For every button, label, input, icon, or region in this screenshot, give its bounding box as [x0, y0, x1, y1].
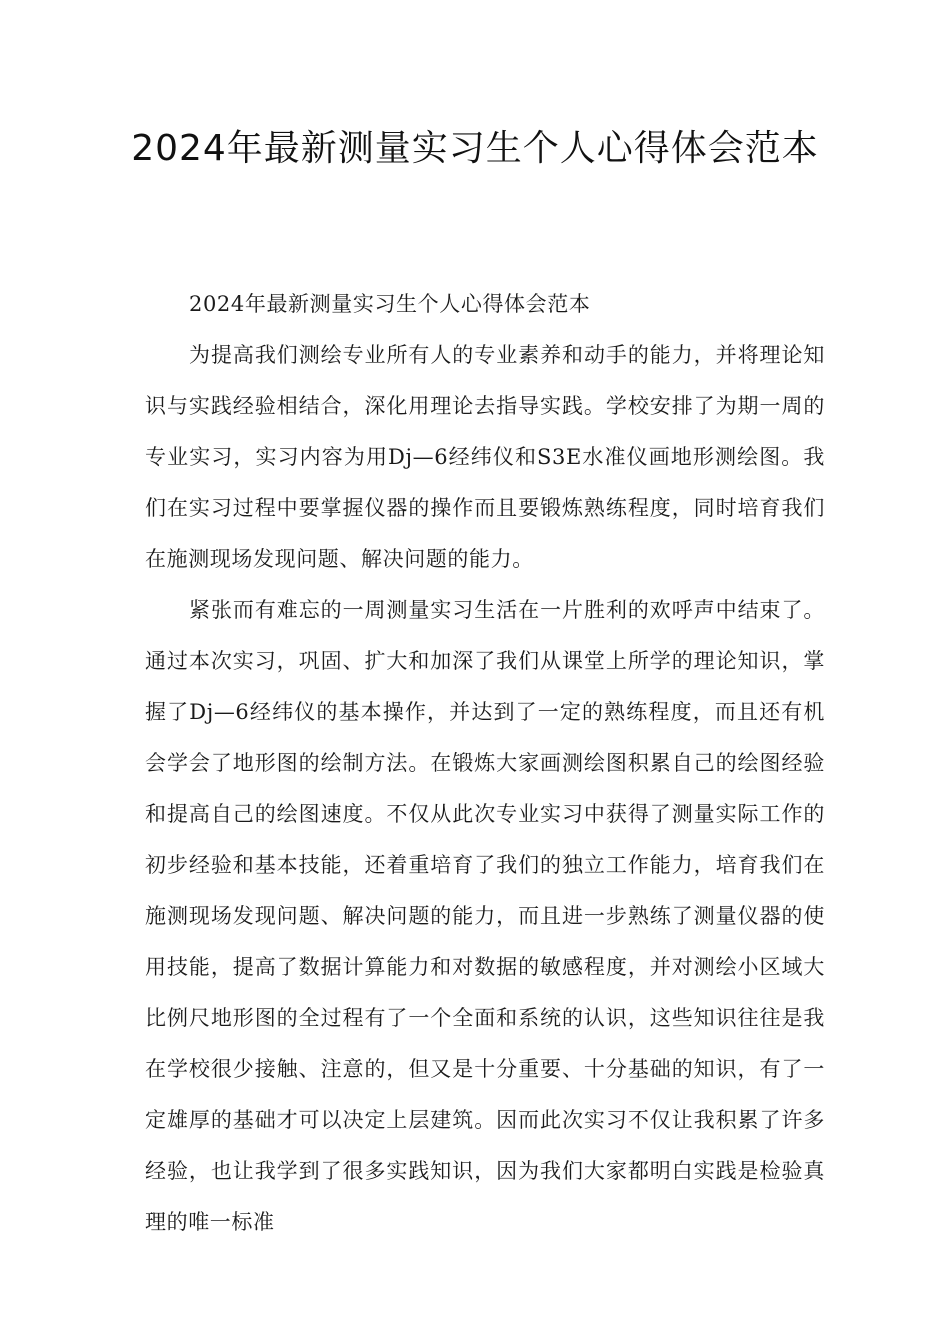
paragraph-reflection: 紧张而有难忘的一周测量实习生活在一片胜利的欢呼声中结束了。通过本次实习，巩固、扩大和加深了我们从课堂上所学的理论知识，掌握了Dj—6经纬仪的基本操作，并达到了一定的熟练程度，而且还有机会学会了地形图的绘制方法。在锻炼大家画测绘图积累自己的绘图经验和提高自己的绘图速度。不仅从此次专业实习中获得了测量实际工作的初步经验和基本技能，还着重培育了我们的独立工作能力，培育我们在施测现场发现问题、解决问题的能力，而且进一步熟练了测量仪器的使用技能，提高了数据计算能力和对数据的敏感程度，并对测绘小区域大比例尺地形图的全过程有了一个全面和系统的认识，这些知识往往是我在学校很少接触、注意的，但又是十分重要、十分基础的知识，有了一定雄厚的基础才可以决定上层建筑。因而此次实习不仅让我积累了许多经验，也让我学到了很多实践知识，因为我们大家都明白实践是检验真理的唯一标准	[145, 598, 825, 1234]
document-body	[145, 279, 825, 1248]
paragraph-intro: 为提高我们测绘专业所有人的专业素养和动手的能力，并将理论知识与实践经验相结合，深化用理论去指导实践。学校安排了为期一周的专业实习，实习内容为用Dj—6经纬仪和S3E水准仪画地形测绘图。我们在实习过程中要掌握仪器的操作而且要锻炼熟练程度，同时培育我们在施测现场发现问题、解决问题的能力。	[145, 343, 825, 571]
document-title: 2024年最新测量实习生个人心得体会范本	[131, 128, 819, 169]
paragraph-subtitle: 2024年最新测量实习生个人心得体会范本	[189, 292, 591, 316]
